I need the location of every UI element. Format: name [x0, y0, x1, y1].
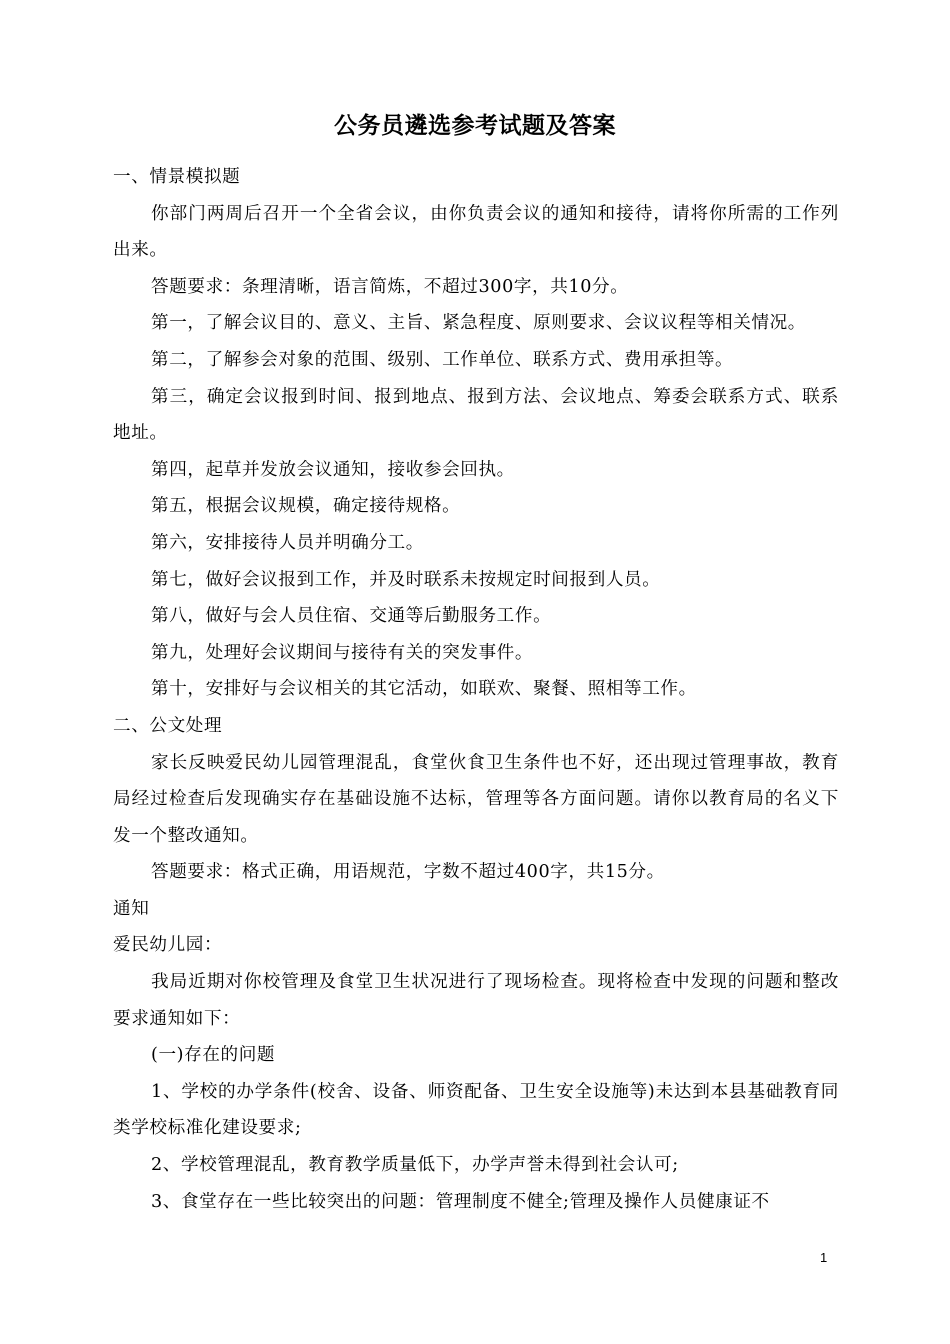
- document-title: 公务员遴选参考试题及答案: [334, 112, 616, 139]
- paragraph: 第五，根据会议规模，确定接待规格。: [151, 496, 461, 517]
- paragraph: 我局近期对你校管理及食堂卫生状况进行了现场检查。现将检查中发现的问题和整改要求通知如下：: [113, 972, 839, 1029]
- paragraph: 第二，了解参会对象的范围、级别、工作单位、联系方式、费用承担等。: [151, 349, 734, 370]
- section-heading: 二、公文处理: [113, 715, 223, 736]
- notice-heading: 通知: [113, 898, 150, 919]
- paragraph: 第八，做好与会人员住宿、交通等后勤服务工作。: [151, 606, 552, 627]
- paragraph: 第一，了解会议目的、意义、主旨、紧急程度、原则要求、会议议程等相关情况。: [151, 313, 806, 334]
- paragraph: 一、情景模拟题: [113, 167, 241, 187]
- notice-recipient: 爱民幼儿园：: [113, 935, 223, 956]
- paragraph: 2、学校管理混乱，教育教学质量低下，办学声誉未得到社会认可;: [151, 1155, 679, 1176]
- document-body: [113, 159, 839, 1220]
- paragraph: (一)存在的问题: [151, 1045, 276, 1066]
- paragraph: 你部门两周后召开一个全省会议，由你负责会议的通知和接待，请将你所需的工作列出来。: [113, 203, 839, 261]
- paragraph: 3、食堂存在一些比较突出的问题：管理制度不健全;管理及操作人员健康证不: [151, 1191, 770, 1212]
- paragraph: 第七，做好会议报到工作，并及时联系未按规定时间报到人员。: [151, 569, 661, 590]
- paragraph: 家长反映爱民幼儿园管理混乱，食堂伙食卫生条件也不好，还出现过管理事故，教育局经过检查后发现确实存在基础设施不达标，管理等各方面问题。请你以教育局的名义下发一个整改通知。: [113, 752, 839, 846]
- paragraph: 1、学校的办学条件(校舍、设备、师资配备、卫生安全设施等)未达到本县基础教育同类学校标准化建设要求;: [113, 1081, 839, 1139]
- paragraph: 答题要求：格式正确，用语规范，字数不超过400字，共15分。: [151, 862, 665, 883]
- paragraph: 第十，安排好与会议相关的其它活动，如联欢、聚餐、照相等工作。: [151, 679, 697, 700]
- paragraph: 答题要求：条理清晰，语言简炼，不超过300字，共10分。: [151, 276, 629, 297]
- paragraph: 第九，处理好会议期间与接待有关的突发事件。: [151, 642, 534, 663]
- paragraph: 第四，起草并发放会议通知，接收参会回执。: [151, 459, 515, 480]
- page-number: 1: [820, 1250, 828, 1265]
- paragraph: 第六，安排接待人员并明确分工。: [151, 532, 424, 553]
- paragraph: 第三，确定会议报到时间、报到地点、报到方法、会议地点、筹委会联系方式、联系地址。: [113, 386, 839, 444]
